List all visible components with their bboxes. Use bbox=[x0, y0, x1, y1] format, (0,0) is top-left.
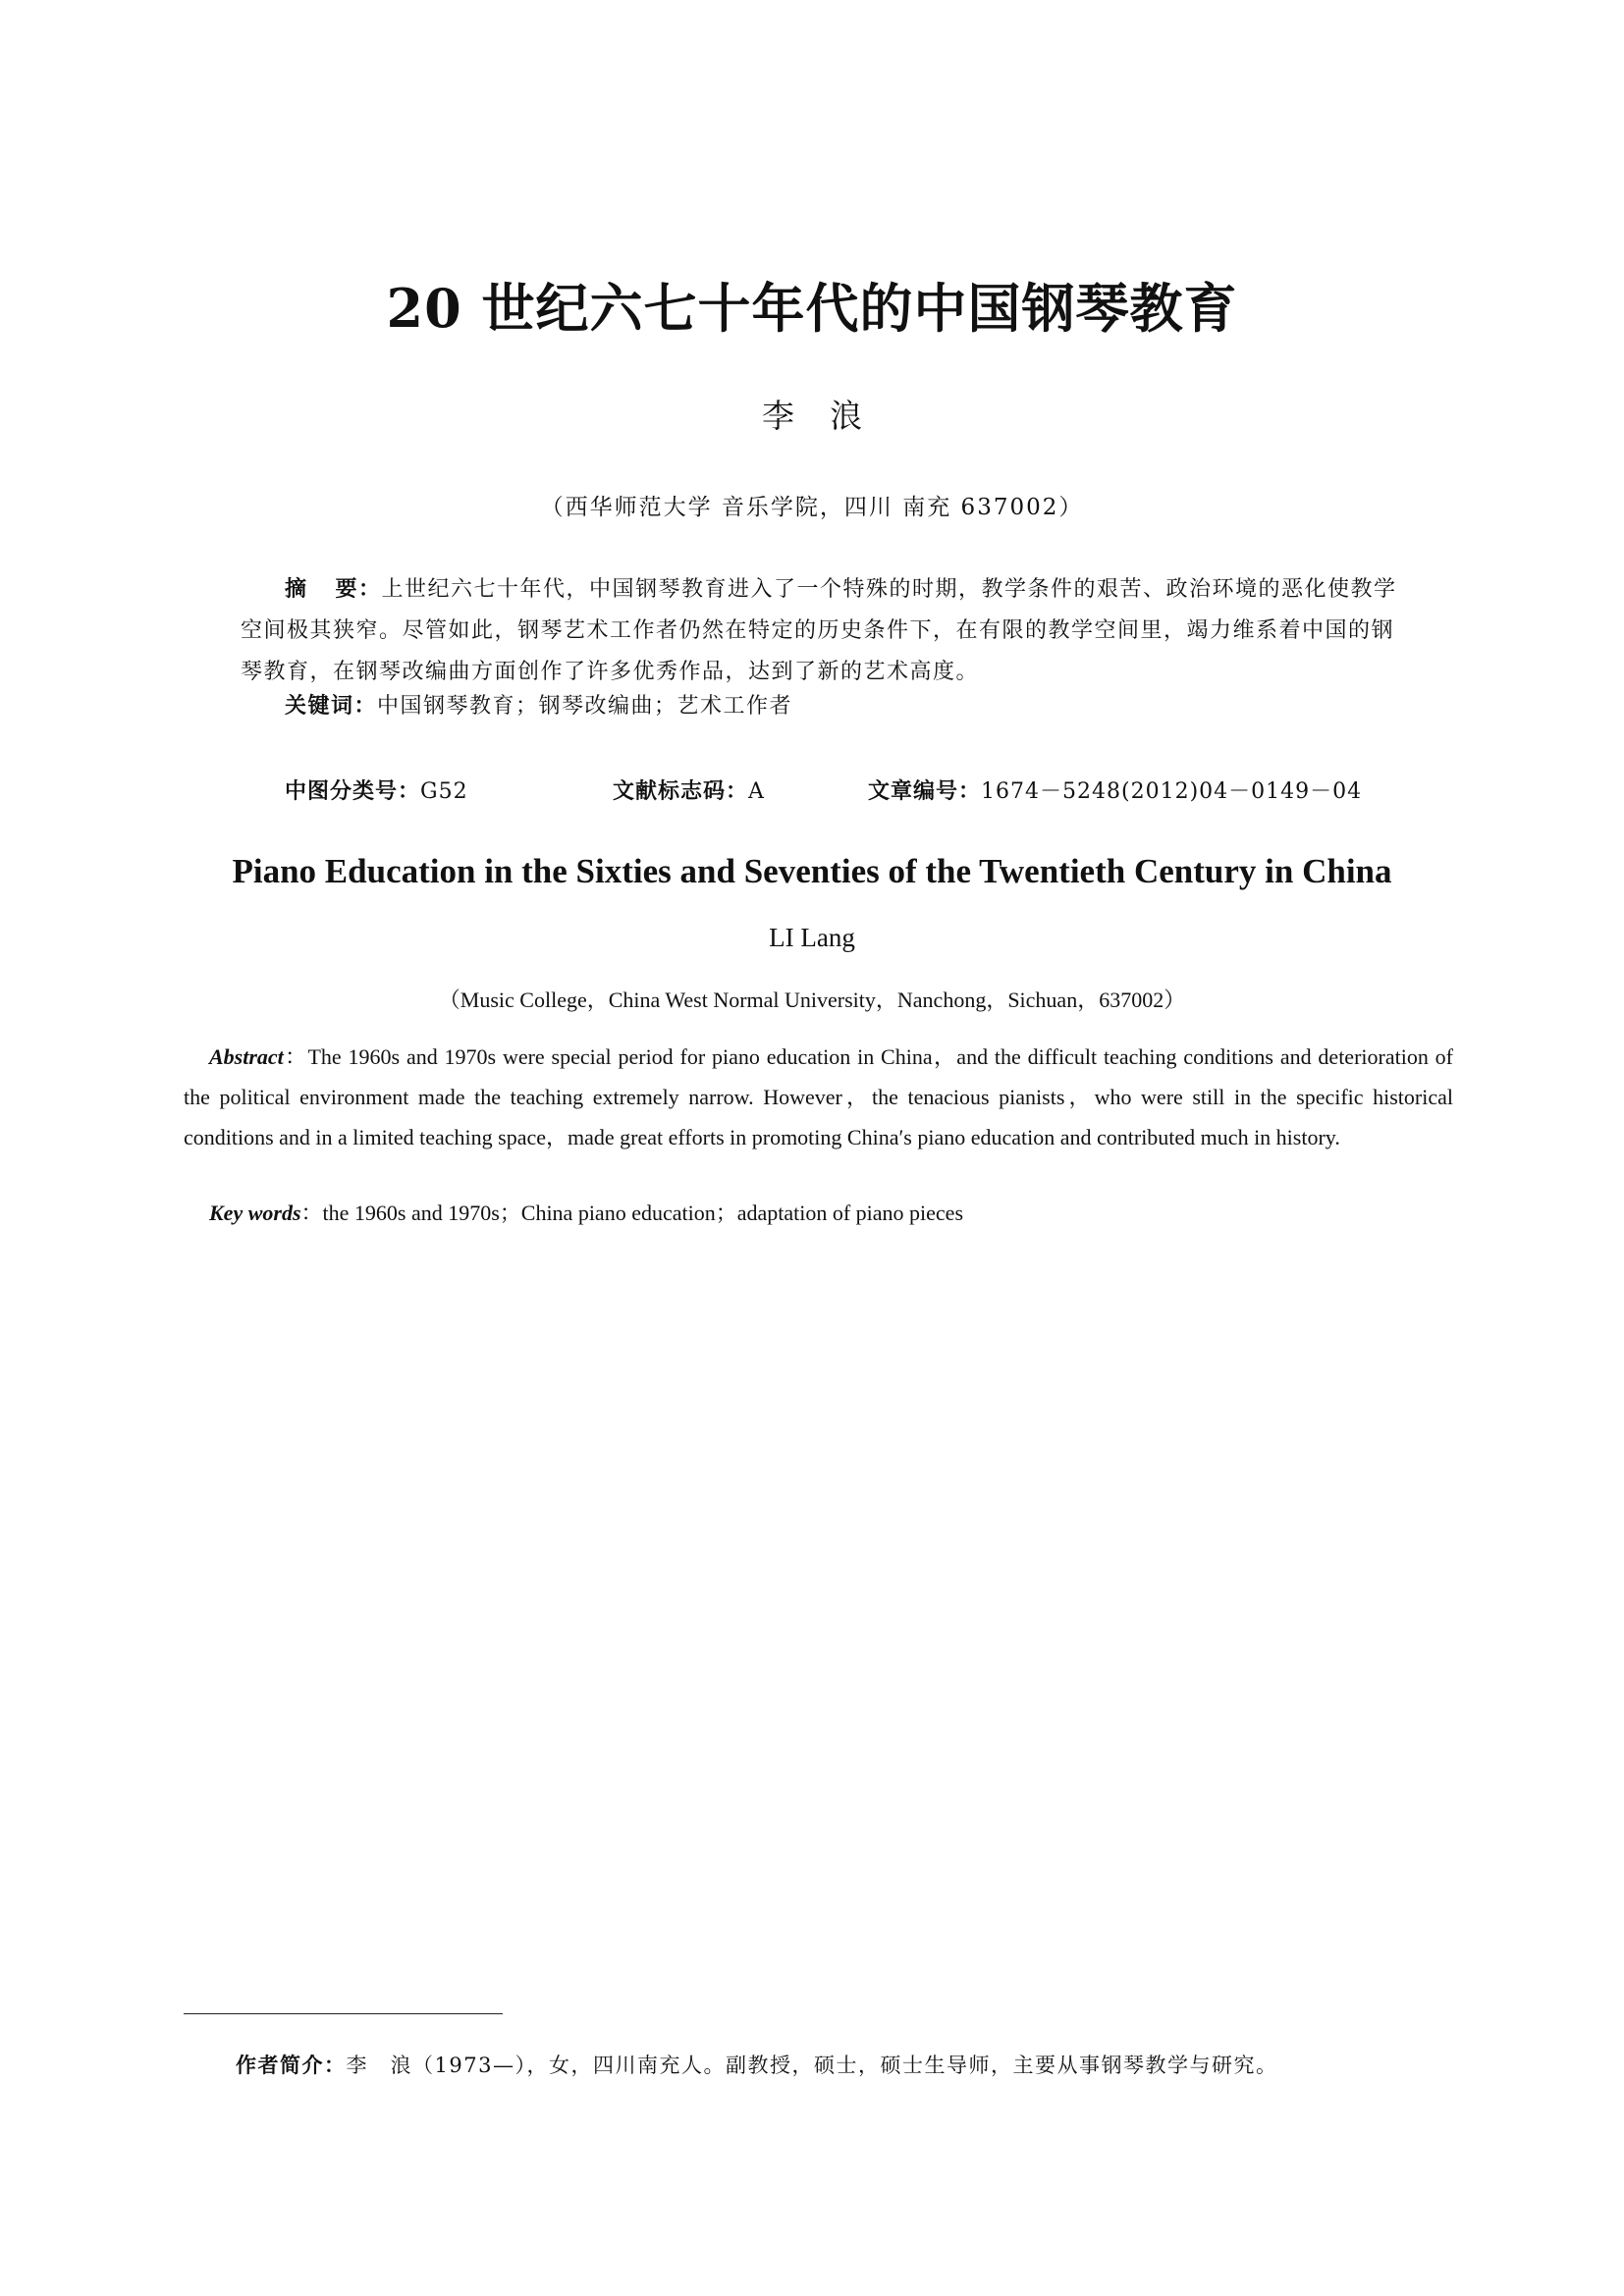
abstract-english bbox=[184, 1037, 1453, 1157]
keywords-chinese bbox=[285, 691, 1404, 722]
document-code-label: 文献标志码： bbox=[613, 779, 749, 804]
keywords-chinese-label: 关键词： bbox=[285, 694, 378, 719]
classification-row bbox=[285, 774, 1365, 808]
document-code-value: A bbox=[748, 779, 765, 804]
author-chinese: 李浪 bbox=[762, 397, 897, 435]
keywords-english-label: Key words bbox=[209, 1201, 301, 1225]
clc-number bbox=[285, 774, 468, 805]
abstract-chinese-text: 上世纪六七十年代，中国钢琴教育进入了一个特殊的时期，教学条件的艰苦、政治环境的恶化使教学空间极其狭窄。尽管如此，钢琴艺术工作者仍然在特定的历史条件下，在有限的教学空间里，竭力维系着中国的钢琴教育，在钢琴改编曲方面创作了许多优秀作品，达到了新的艺术高度。 bbox=[241, 577, 1397, 684]
abstract-english-label: Abstract bbox=[209, 1044, 284, 1069]
article-number bbox=[868, 774, 1362, 805]
affiliation-english: （Music College，China West Normal University，Nanchong，Sichuan，637002） bbox=[438, 988, 1186, 1012]
clc-value: G52 bbox=[420, 779, 468, 804]
affiliation-chinese: （西华师范大学 音乐学院，四川 南充 637002） bbox=[540, 495, 1084, 520]
document-code bbox=[613, 774, 765, 805]
article-number-label: 文章编号： bbox=[868, 779, 982, 804]
abstract-chinese-label: 摘 要： bbox=[285, 577, 382, 602]
article-number-value: 1674－5248(2012)04－0149－04 bbox=[981, 779, 1363, 804]
keywords-english bbox=[209, 1198, 1453, 1229]
title-english: Piano Education in the Sixties and Seventies of the Twentieth Century in China bbox=[232, 852, 1392, 890]
keywords-chinese-text: 中国钢琴教育；钢琴改编曲；艺术工作者 bbox=[377, 694, 793, 719]
author-bio-footnote bbox=[236, 2050, 1453, 2079]
author-bio-label: 作者简介： bbox=[236, 2054, 347, 2077]
clc-label: 中图分类号： bbox=[285, 779, 421, 804]
author-english: LI Lang bbox=[769, 923, 855, 952]
author-bio-text: 李 浪（1973—），女，四川南充人。副教授，硕士，硕士生导师，主要从事钢琴教学与研究。 bbox=[346, 2054, 1278, 2077]
abstract-chinese bbox=[241, 569, 1404, 693]
keywords-english-text: ：the 1960s and 1970s；China piano education；adaptation of piano pieces bbox=[300, 1201, 964, 1225]
footnote-divider bbox=[184, 2013, 503, 2014]
abstract-english-text: ：The 1960s and 1970s were special period for piano education in China，and the difficult teaching conditions and deterioration of the political environment made the teaching extremely narrow. However，the tenacious pianists，who were still in the specific historical conditions and in a limited teaching space，made great efforts in promoting China′s piano education and contributed much in history. bbox=[184, 1044, 1453, 1149]
title-chinese: 20 世纪六七十年代的中国钢琴教育 bbox=[386, 277, 1238, 340]
